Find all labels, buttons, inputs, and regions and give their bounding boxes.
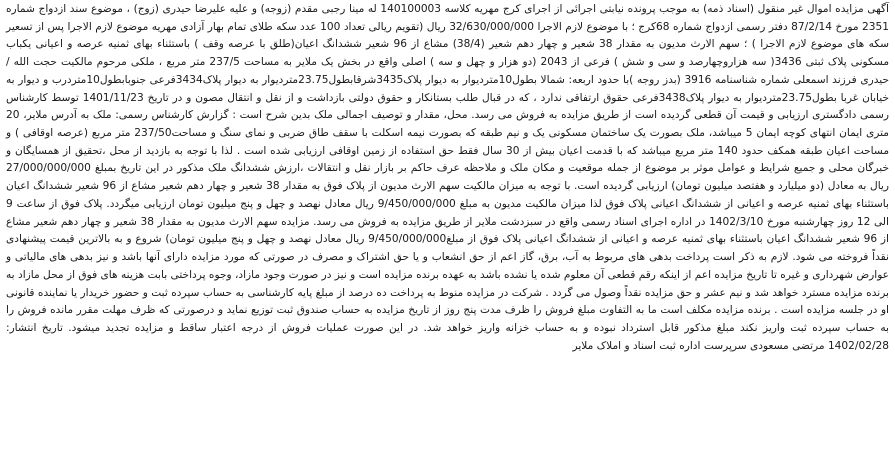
auction-notice-text: آگهی مزایده اموال غیر منقول (اسناد ذمه) به موجب پرونده نیابتی اجرائی از اجرای کرج مهریه کلاسه 140100003 له مینا رجبی مقدم (زوجه) و علیه علیرضا حیدری (زوج) ، موضوع سند ازدواج شماره 2351 مورخ 87/2/14 دفتر رسمی ازدواج شماره 68کرج ؛ با موضوع لازم الاجرا 32/630/000/000 ریال (تقویم ریالی تعداد 100 عدد سکه طلای تمام بهار آزادی مهریه موضوع لازم الاجرا پس از تسعیر سکه های موضوع لازم الاجرا ) ؛ سهم الارث مدیون به مقدار 38 شعیر و چهار دهم شعیر (38/4) مشاع از 96 شعیر ششدانگ اعیان(طلق با عرصه وقف ) باستثناء بهای ثمنیه عرصه و اعیانی یکباب مسکونی پلاک ثبتی 3436( سه هزاروچهارصد و سی و شش ) فرعی از 2043 (دو هزار و چهل و سه ) اصلی واقع در بخش یک ملایر به مساحت 237/5 متر مربع ، ملکی مرحوم مالکیت حجت الله / حیدری فرزند اسمعلی شماره شناسنامه 3916 (بدز روجه )با حدود اربعه: شمالا بطول10متردیوار به دیوار پلاک3435شرقابطول23.75متردیوار به دیوار پلاک3434فرعی جنوبابطول10متردرب و دیوار به خیابان غربا بطول23.75متردیوار به دیوار پلاک3438فرعی حقوق ارتفاقی ندارد ، که در قبال طلب بستانکار و حقوق دولتی بازداشت و از نقل و انتقال مصون و در تاریخ 1401/11/23 توسط کارشناس رسمی دادگستری ارزیابی و قیمت آن قطعی گردیده است از طریق مزایده به فروش می رسد. محل، مقدار و توصیف اجمالی ملک بدین شرح است : گزارش کارشناس رسمی: ملک به آدرس ملایر، 20 متری ایمان انتهای کوچه ایمان 5 میباشد، ملک بصورت یک ساختمان مسکونی یک و نیم طبقه که بصورت نیمه اسکلت با سقف طاق ضربی و نمای سنگ و مساحت237/50 متر مربع (عرصه اوقافی ) و مساحت اعیان طبقه همکف حدود 140 متر مربع میباشد که با قدمت اعیان بیش از 30 سال فقط حق استفاده از زمین اوقافی ارزیابی شده است . لذا با توجه به بازدید از محل ،تحقیق از همسایگان و خبرگان محلی و جمیع شرایط و عوامل موثر بر موضوع از جمله موقعیت و مکان ملک و ملاحظه عرف حاکم بر بازار نقل و انتقالات ،ارزش ششدانگ ملک مذکور در این تاریخ بمبلغ 27/000/000/000 ریال به معادل (دو میلیارد و هفتصد میلیون تومان) ارزیابی گردیده است. با توجه به میزان مالکیت سهم الارث مدیون از پلاک فوق به مقدار 38 شعیر و چهار دهم شعیر مشاع از 96 شعیر ششدانگ اعیان باستثناء بهای ثمنیه عرصه و اعیانی از ششدانگ اعیانی پلاک فوق لذا میزان مالکیت مدیون به مبلغ 9/450/000/000 ریال معادل نهصد و چهل و پنج میلیون تومان ارزیابی میگردد. پلاک فوق از ساعت 9 الی 12 روز چهارشنبه مورخ 1402/3/10 در اداره اجرای اسناد رسمی واقع در سبزدشت ملایر از طریق مزایده به فروش می رسد. مزایده سهم الارث مدیون به مقدار 38 شعیر و چهار دهم شعیر مشاع از 96 شعیر ششدانگ اعیان باستثناء بهای ثمنیه عرصه و اعیانی از ششدانگ اعیانی پلاک فوق از مبلغ9/450/000/000 ریال معادل نهصد و چهل و پنج میلیون تومان) شروع و به بالاترین قیمت پیشنهادی نقداً فروخته می شود. لازم به ذکر است پرداخت بدهی های مربوط به آب، برق، گاز اعم از حق انشعاب و یا حق اشتراک و مصرف در صورتی که مورد مزایده دارای آنها باشد و نیز بدهی های مالیاتی و عوارض شهرداری و غیره تا تاریخ مزایده اعم از اینکه رقم قطعی آن معلوم شده یا نشده باشد به عهده برنده مزایده است و نیز در صورت وجود مازاد، وجوه پرداختی بابت هزینه های فوق از محل مازاد به برنده مزایده مسترد خواهد شد و نیم عشر و حق مزایده نقداً وصول می گردد . شرکت در مزایده منوط به پرداخت ده درصد از مبلغ پایه کارشناسی به حساب سپرده ثبت و حضور خریدار یا نماینده قانونی او در جلسه مزایده است . برنده مزایده مکلف است ما به التفاوت مبلغ فروش را ظرف مدت پنج روز از تاریخ مزایده به حساب صندوق ثبت توزیع نماید و درصورتی که ظرف مهلت مقرر مانده فروش را به حساب سپرده ثبت واریز نکند مبلغ مذکور قابل استرداد نبوده و به حساب خزانه واریز خواهد شد. در این صورت عملیات فروش از درجه اعتبار ساقط و مزایده تجدید میشود. تاریخ انتشار: 1402/02/28 مرتضی مسعودی سرپرست اداره ثبت اسناد و املاک ملایر	[6, 3, 890, 352]
